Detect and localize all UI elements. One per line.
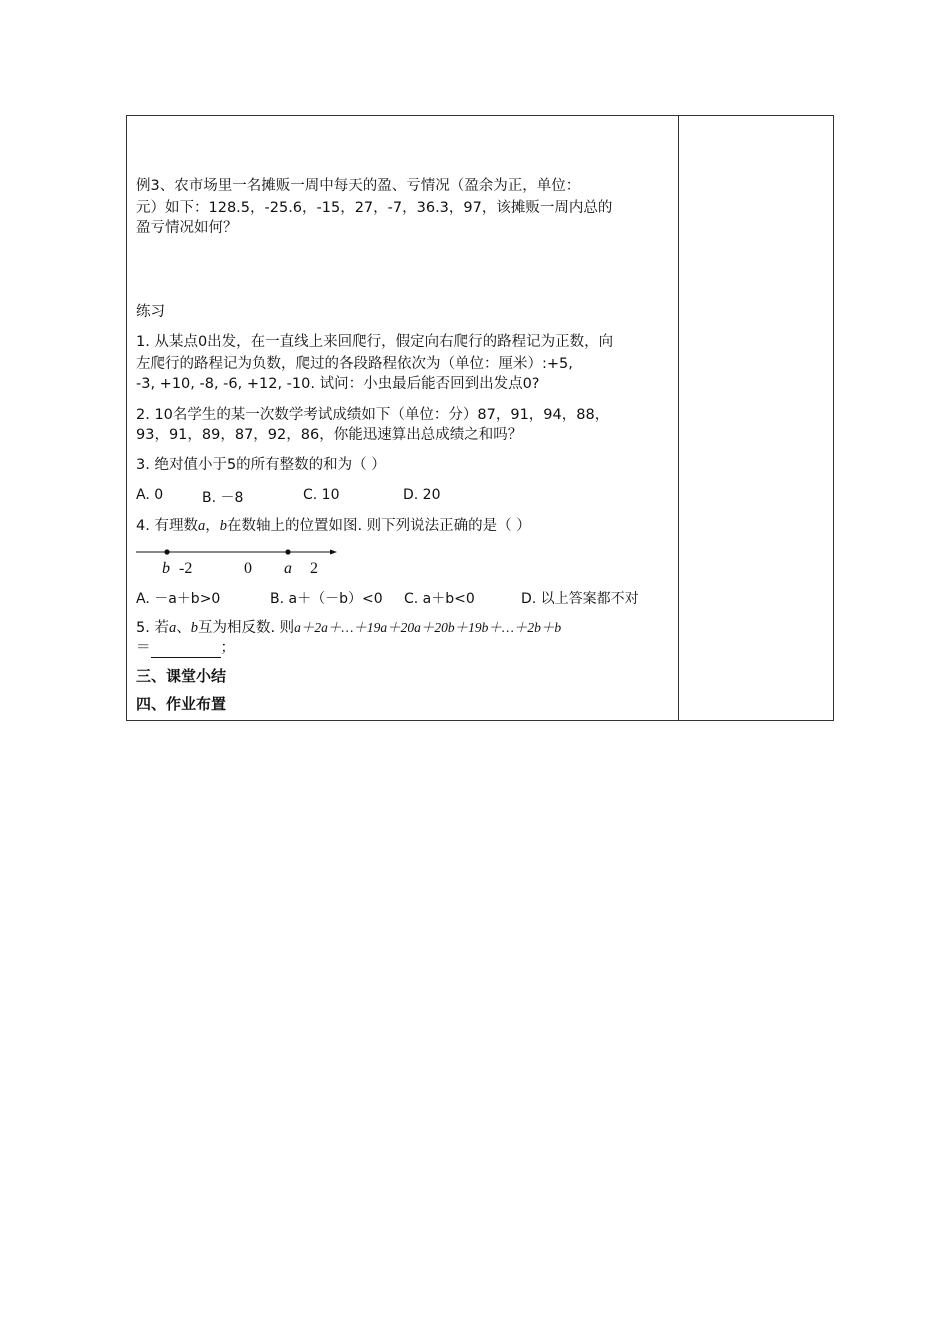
q4-var-b: b (219, 518, 227, 534)
main-column (136, 116, 671, 720)
q5-sep: 、 (176, 620, 191, 636)
q5-line2 (136, 638, 235, 658)
q5-prefix: 5. 若 (136, 620, 169, 636)
q3-option-c: C. 10 (303, 487, 340, 503)
example3-line2: 元）如下：128.5，-25.6，-15，27，-7，36.3，97，该摊贩一周内总的 (136, 200, 613, 216)
label-neg2: -2 (179, 560, 193, 577)
q2-line2: 93，91，89，87，92，86，你能迅速算出总成绩之和吗？ (136, 427, 523, 443)
column-divider (678, 116, 679, 720)
q4-option-c: C. a＋b<0 (404, 591, 475, 607)
q2-line1: 2. 10名学生的某一次数学考试成绩如下（单位：分）87，91，94，88， (136, 407, 610, 423)
q5-var-b: b (190, 620, 198, 636)
q5-var-a: a (168, 620, 177, 636)
q3-option-d: D. 20 (403, 487, 441, 503)
q4-stem-prefix: 4. 有理数 (136, 518, 198, 534)
practice-heading: 练习 (136, 304, 165, 320)
q4-option-d: D. 以上答案都不对 (521, 591, 639, 607)
q3-stem: 3. 绝对值小于5的所有整数的和为（ ） (136, 457, 386, 473)
q1-line2: 左爬行的路程记为负数，爬过的各段路程依次为（单位：厘米）:+5, (136, 356, 573, 372)
q1-line1: 1. 从某点0出发，在一直线上来回爬行，假定向右爬行的路程记为正数，向 (136, 334, 614, 350)
q5-line1 (136, 618, 561, 638)
label-a: a (284, 560, 292, 577)
q4-option-b: B. a＋（－b）<0 (270, 591, 383, 607)
q5-end: ； (220, 640, 235, 656)
lesson-table (126, 115, 834, 721)
section-summary-heading: 三、课堂小结 (136, 667, 227, 685)
section-homework-heading: 四、作业布置 (136, 695, 227, 713)
q3-option-a: A. 0 (136, 487, 164, 503)
q5-equals: ＝ (136, 640, 151, 656)
q5-answer-blank (151, 643, 221, 658)
point-a-dot (285, 549, 290, 554)
q4-var-a: a (197, 518, 206, 534)
q3-option-b: B. －8 (202, 490, 244, 506)
label-b: b (162, 560, 170, 577)
label-2: 2 (310, 560, 318, 577)
point-b-dot (164, 549, 169, 554)
example3-line1: 例3、农市场里一名摊贩一周中每天的盈、亏情况（盈余为正，单位： (136, 178, 581, 194)
q4-stem (136, 516, 531, 536)
q4-comma: ， (205, 518, 220, 534)
example3-line3: 盈亏情况如何？ (136, 220, 238, 236)
q5-middle: 互为相反数. 则 (197, 620, 295, 636)
q4-option-a: A. －a＋b>0 (136, 591, 221, 607)
q4-stem-suffix: 在数轴上的位置如图. 则下列说法正确的是（ ） (226, 518, 531, 534)
q1-line3: -3, +10, -8, -6, +12, -10. 试问：小虫最后能否回到出发点0? (136, 376, 540, 392)
q5-expression: a＋2a＋…＋19a＋20a＋20b＋19b＋…＋2b＋b (294, 620, 562, 635)
label-0: 0 (244, 560, 252, 577)
number-line-arrow (330, 550, 337, 555)
number-line (136, 543, 346, 579)
